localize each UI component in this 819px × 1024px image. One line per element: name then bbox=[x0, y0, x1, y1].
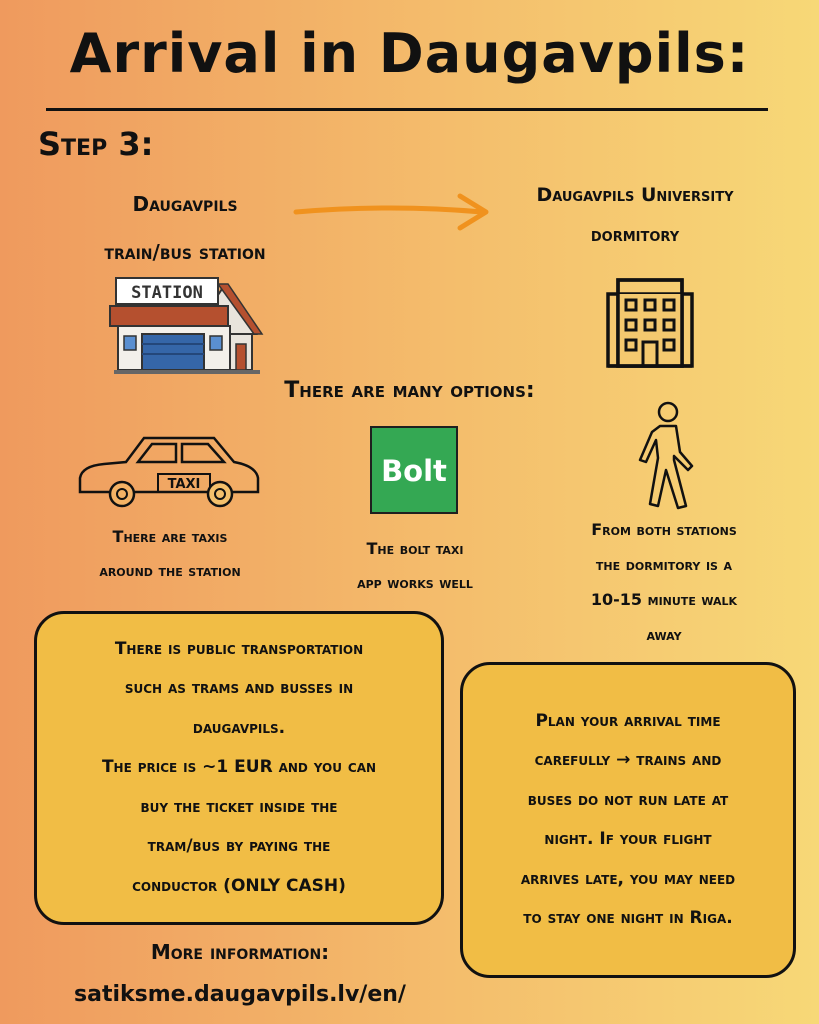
bolt-caption-line-1: The bolt taxi bbox=[366, 539, 464, 558]
walk-caption-line-3: 10-15 minute walk bbox=[590, 590, 738, 609]
transport-line-7: conductor (ONLY CASH) bbox=[132, 875, 346, 896]
walking-person-icon bbox=[630, 400, 700, 514]
plan-line-1: Plan your arrival time bbox=[535, 710, 721, 731]
walk-caption bbox=[548, 512, 780, 652]
taxi-caption-line-1: There are taxis bbox=[112, 527, 228, 546]
walk-caption-line-1: From both stations bbox=[591, 520, 737, 539]
bolt-caption-line-2: app works well bbox=[357, 573, 473, 592]
station-sign-text: STATION bbox=[131, 283, 203, 303]
taxi-car-icon bbox=[74, 432, 264, 510]
destination-line-2: dormitory bbox=[590, 224, 680, 246]
transport-line-6: tram/bus by paying the bbox=[147, 836, 331, 857]
options-heading: There are many options: bbox=[284, 378, 535, 403]
bolt-logo-text: Bolt bbox=[381, 454, 447, 488]
transport-line-4: The price is ~1 EUR and you can bbox=[101, 757, 377, 778]
walk-caption-line-4: away bbox=[646, 625, 682, 644]
bolt-caption bbox=[300, 532, 530, 600]
transport-line-5: buy the ticket inside the bbox=[140, 796, 338, 817]
plan-line-5: arrives late, you may need bbox=[520, 868, 736, 889]
station-building-icon bbox=[106, 272, 268, 374]
destination-line-1: Daugavpils University bbox=[536, 184, 734, 206]
arrow-right-icon bbox=[292, 190, 497, 234]
step-label: Step 3: bbox=[38, 125, 154, 163]
transport-line-3: daugavpils. bbox=[192, 717, 286, 738]
destination-label bbox=[490, 175, 780, 255]
title-divider bbox=[46, 108, 768, 111]
page-title: Arrival in Daugavpils: bbox=[69, 22, 750, 85]
public-transport-box bbox=[34, 611, 444, 925]
walk-caption-line-2: the dormitory is a bbox=[595, 555, 733, 574]
plan-line-6: to stay one night in Riga. bbox=[523, 908, 733, 928]
more-info-label: More information: bbox=[150, 940, 330, 964]
plan-line-3: buses do not run late at bbox=[527, 789, 729, 810]
more-info-link[interactable]: satiksme.daugavpils.lv/en/ bbox=[74, 982, 406, 1007]
plan-arrival-box bbox=[460, 662, 796, 978]
taxi-caption-line-2: around the station bbox=[99, 561, 241, 580]
plan-line-4: night. If your flight bbox=[544, 829, 712, 849]
plan-line-2: carefully → trains and bbox=[534, 750, 722, 770]
origin-line-2: train/bus station bbox=[104, 240, 266, 264]
origin-line-1: Daugavpils bbox=[132, 192, 238, 216]
transport-line-1: There is public transportation bbox=[114, 638, 364, 659]
origin-label bbox=[50, 180, 320, 276]
dormitory-building-icon bbox=[604, 276, 696, 370]
taxi-sign-text: TAXI bbox=[167, 477, 201, 492]
bolt-logo-icon bbox=[370, 426, 458, 514]
taxi-caption bbox=[50, 520, 290, 588]
transport-line-2: such as trams and busses in bbox=[124, 678, 354, 699]
